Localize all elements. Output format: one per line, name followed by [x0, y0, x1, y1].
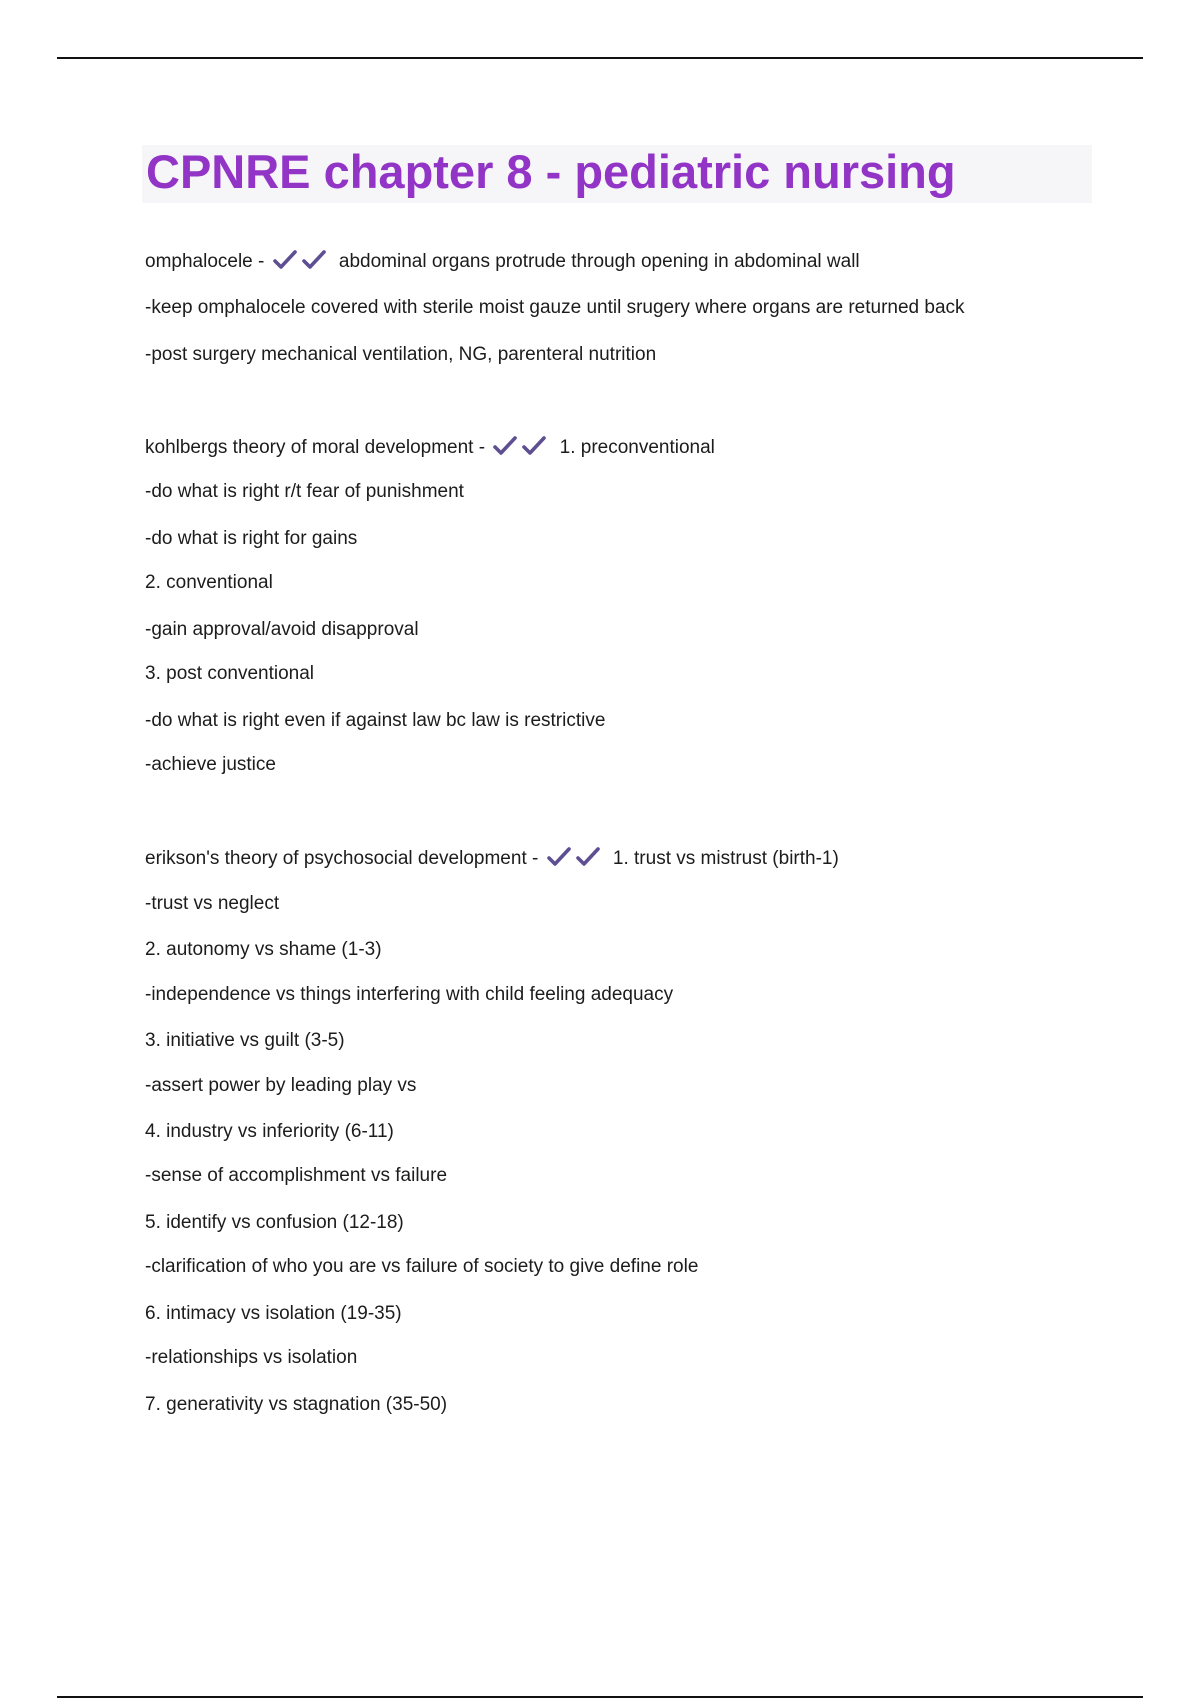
- answer-line: 7. generativity vs stagnation (35-50): [145, 1394, 448, 1415]
- bottom-rule: [57, 1696, 1143, 1698]
- answer-line: -gain approval/avoid disapproval: [145, 619, 419, 640]
- card-kohlberg-term-line: [145, 435, 715, 465]
- answer-text: abdominal organs protrude through opening in abdominal wall: [338, 251, 860, 272]
- check-icon: [272, 249, 298, 271]
- term-label: omphalocele -: [145, 251, 265, 272]
- answer-line: -relationships vs isolation: [145, 1347, 358, 1368]
- card-omphalocele-term-line: [145, 249, 860, 279]
- page-title: CPNRE chapter 8 - pediatric nursing: [146, 145, 956, 198]
- double-check-icon: [492, 435, 550, 465]
- answer-text: 1. trust vs mistrust (birth-1): [612, 848, 839, 869]
- term-label: erikson's theory of psychosocial development -: [145, 848, 539, 869]
- top-rule: [57, 57, 1143, 59]
- answer-line: 3. initiative vs guilt (3-5): [145, 1030, 345, 1051]
- answer-line: -clarification of who you are vs failure of society to give define role: [145, 1256, 699, 1277]
- answer-text: 1. preconventional: [559, 437, 715, 458]
- double-check-icon: [546, 846, 604, 876]
- answer-line: -sense of accomplishment vs failure: [145, 1165, 448, 1186]
- answer-line: -trust vs neglect: [145, 893, 280, 914]
- answer-line: 6. intimacy vs isolation (19-35): [145, 1303, 402, 1324]
- check-icon: [575, 846, 601, 868]
- answer-line: 4. industry vs inferiority (6-11): [145, 1121, 394, 1142]
- answer-line: -do what is right for gains: [145, 528, 358, 549]
- answer-line: 5. identify vs confusion (12-18): [145, 1212, 404, 1233]
- check-icon: [492, 435, 518, 457]
- answer-line: -do what is right even if against law bc law is restrictive: [145, 710, 606, 731]
- check-icon: [546, 846, 572, 868]
- answer-line: -independence vs things interfering with child feeling adequacy: [145, 984, 674, 1005]
- answer-line: -assert power by leading play vs: [145, 1075, 417, 1096]
- answer-line: -do what is right r/t fear of punishment: [145, 481, 464, 502]
- answer-line: -achieve justice: [145, 754, 276, 775]
- answer-line: 2. autonomy vs shame (1-3): [145, 939, 382, 960]
- card-erikson-term-line: [145, 846, 839, 876]
- answer-line: 2. conventional: [145, 572, 273, 593]
- answer-line: 3. post conventional: [145, 663, 315, 684]
- double-check-icon: [272, 249, 330, 279]
- answer-line: -post surgery mechanical ventilation, NG, parenteral nutrition: [145, 344, 657, 365]
- answer-line: -keep omphalocele covered with sterile moist gauze until srugery where organs are returned back: [145, 297, 965, 318]
- check-icon: [521, 435, 547, 457]
- check-icon: [301, 249, 327, 271]
- term-label: kohlbergs theory of moral development -: [145, 437, 486, 458]
